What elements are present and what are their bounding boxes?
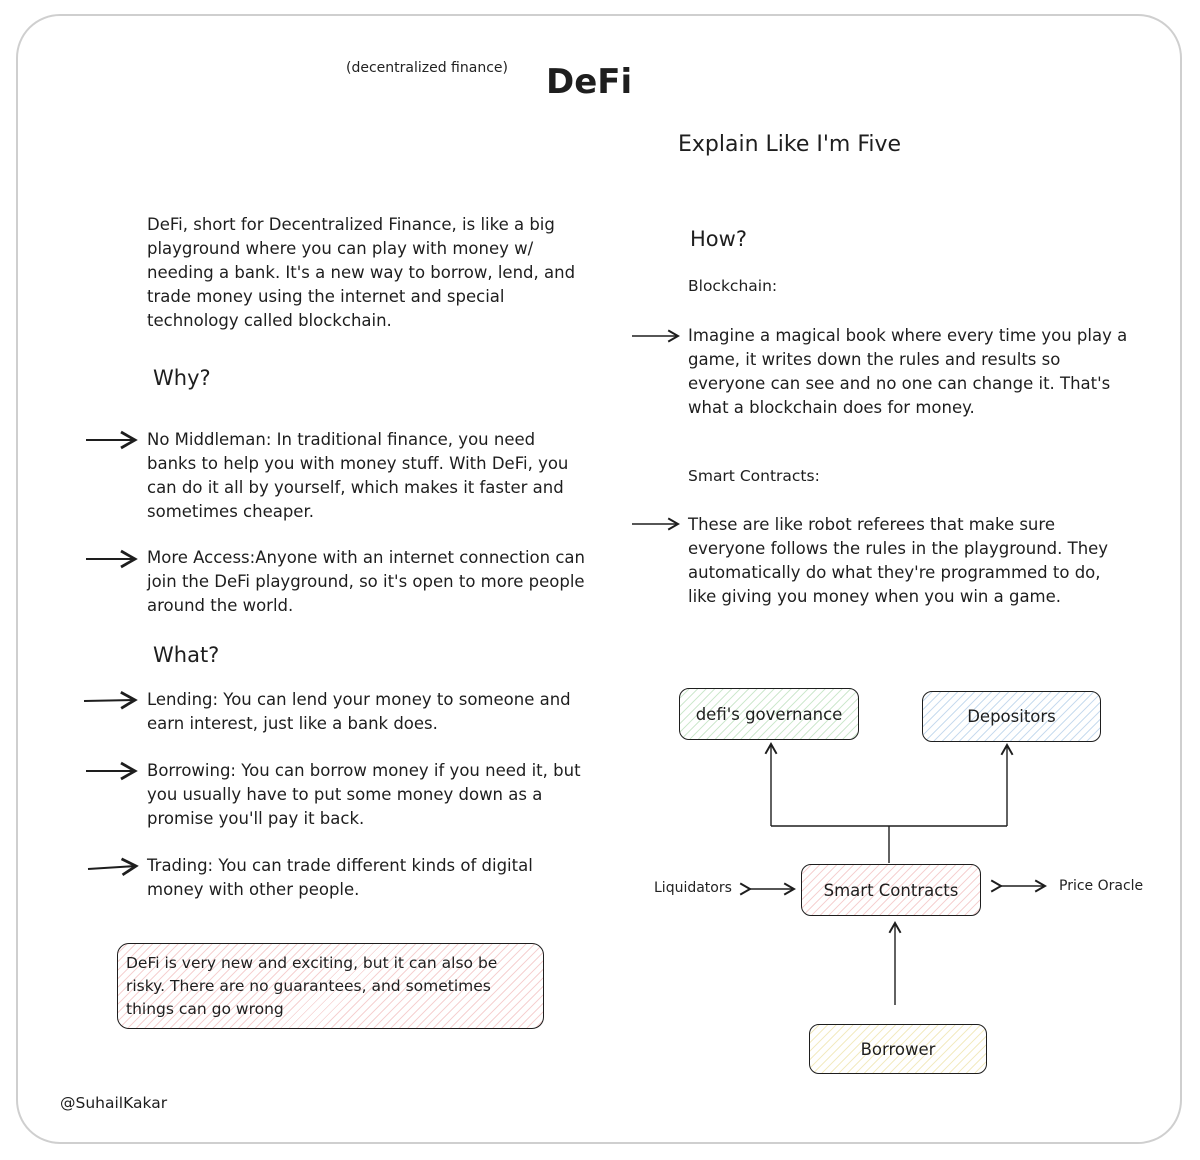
what-item-trading: Trading: You can trade different kinds of digital money with other people.: [147, 856, 533, 899]
intro-paragraph: DeFi, short for Decentralized Finance, is like a big playground where you can play with money w/ needing a bank. It's a new way to borrow, lend, and trade money using the internet and special technology called blockchain.: [147, 215, 576, 330]
liquidators-label: Liquidators: [654, 880, 732, 896]
smart-contracts-text: These are like robot referees that make sure everyone follows the rules in the playground. They automatically do what they're programmed to do, like giving you money when you win a game.: [688, 515, 1109, 606]
author-handle: @SuhailKakar: [60, 1094, 168, 1112]
page-title: DeFi: [546, 62, 633, 102]
why-item-more-access: More Access:Anyone with an internet connection can join the DeFi playground, so it's open to more people around the world.: [147, 548, 585, 615]
blockchain-text: Imagine a magical book where every time you play a game, it writes down the rules and results so everyone can see and no one can change it. That's what a blockchain does for money.: [688, 326, 1128, 417]
what-item-lending: Lending: You can lend your money to someone and earn interest, just like a bank does.: [147, 690, 571, 733]
price-oracle-label: Price Oracle: [1059, 878, 1144, 894]
what-heading: What?: [153, 643, 220, 667]
eli5-heading: Explain Like I'm Five: [678, 132, 902, 157]
bullet-arrow: [84, 700, 135, 701]
depositors-node: Depositors: [922, 691, 1101, 742]
what-item-borrowing: Borrowing: You can borrow money if you need it, but you usually have to put some money down as a promise you'll pay it back.: [147, 761, 581, 828]
risk-warning-note: DeFi is very new and exciting, but it can also be risky. There are no guarantees, and sometimes things can go wrong: [117, 943, 544, 1029]
why-heading: Why?: [153, 366, 211, 390]
how-heading: How?: [690, 227, 747, 251]
smart-contracts-node: Smart Contracts: [801, 864, 981, 916]
bullet-arrow: [88, 866, 136, 869]
governance-node: defi's governance: [679, 688, 859, 740]
borrower-node: Borrower: [809, 1024, 987, 1074]
blockchain-label: Blockchain:: [688, 277, 778, 295]
subtitle: (decentralized finance): [346, 60, 508, 76]
smart-contracts-label: Smart Contracts:: [688, 467, 820, 485]
why-item-no-middleman: No Middleman: In traditional finance, you need banks to help you with money stuff. With DeFi, you can do it all by yourself, which makes it faster and sometimes cheaper.: [147, 430, 569, 521]
